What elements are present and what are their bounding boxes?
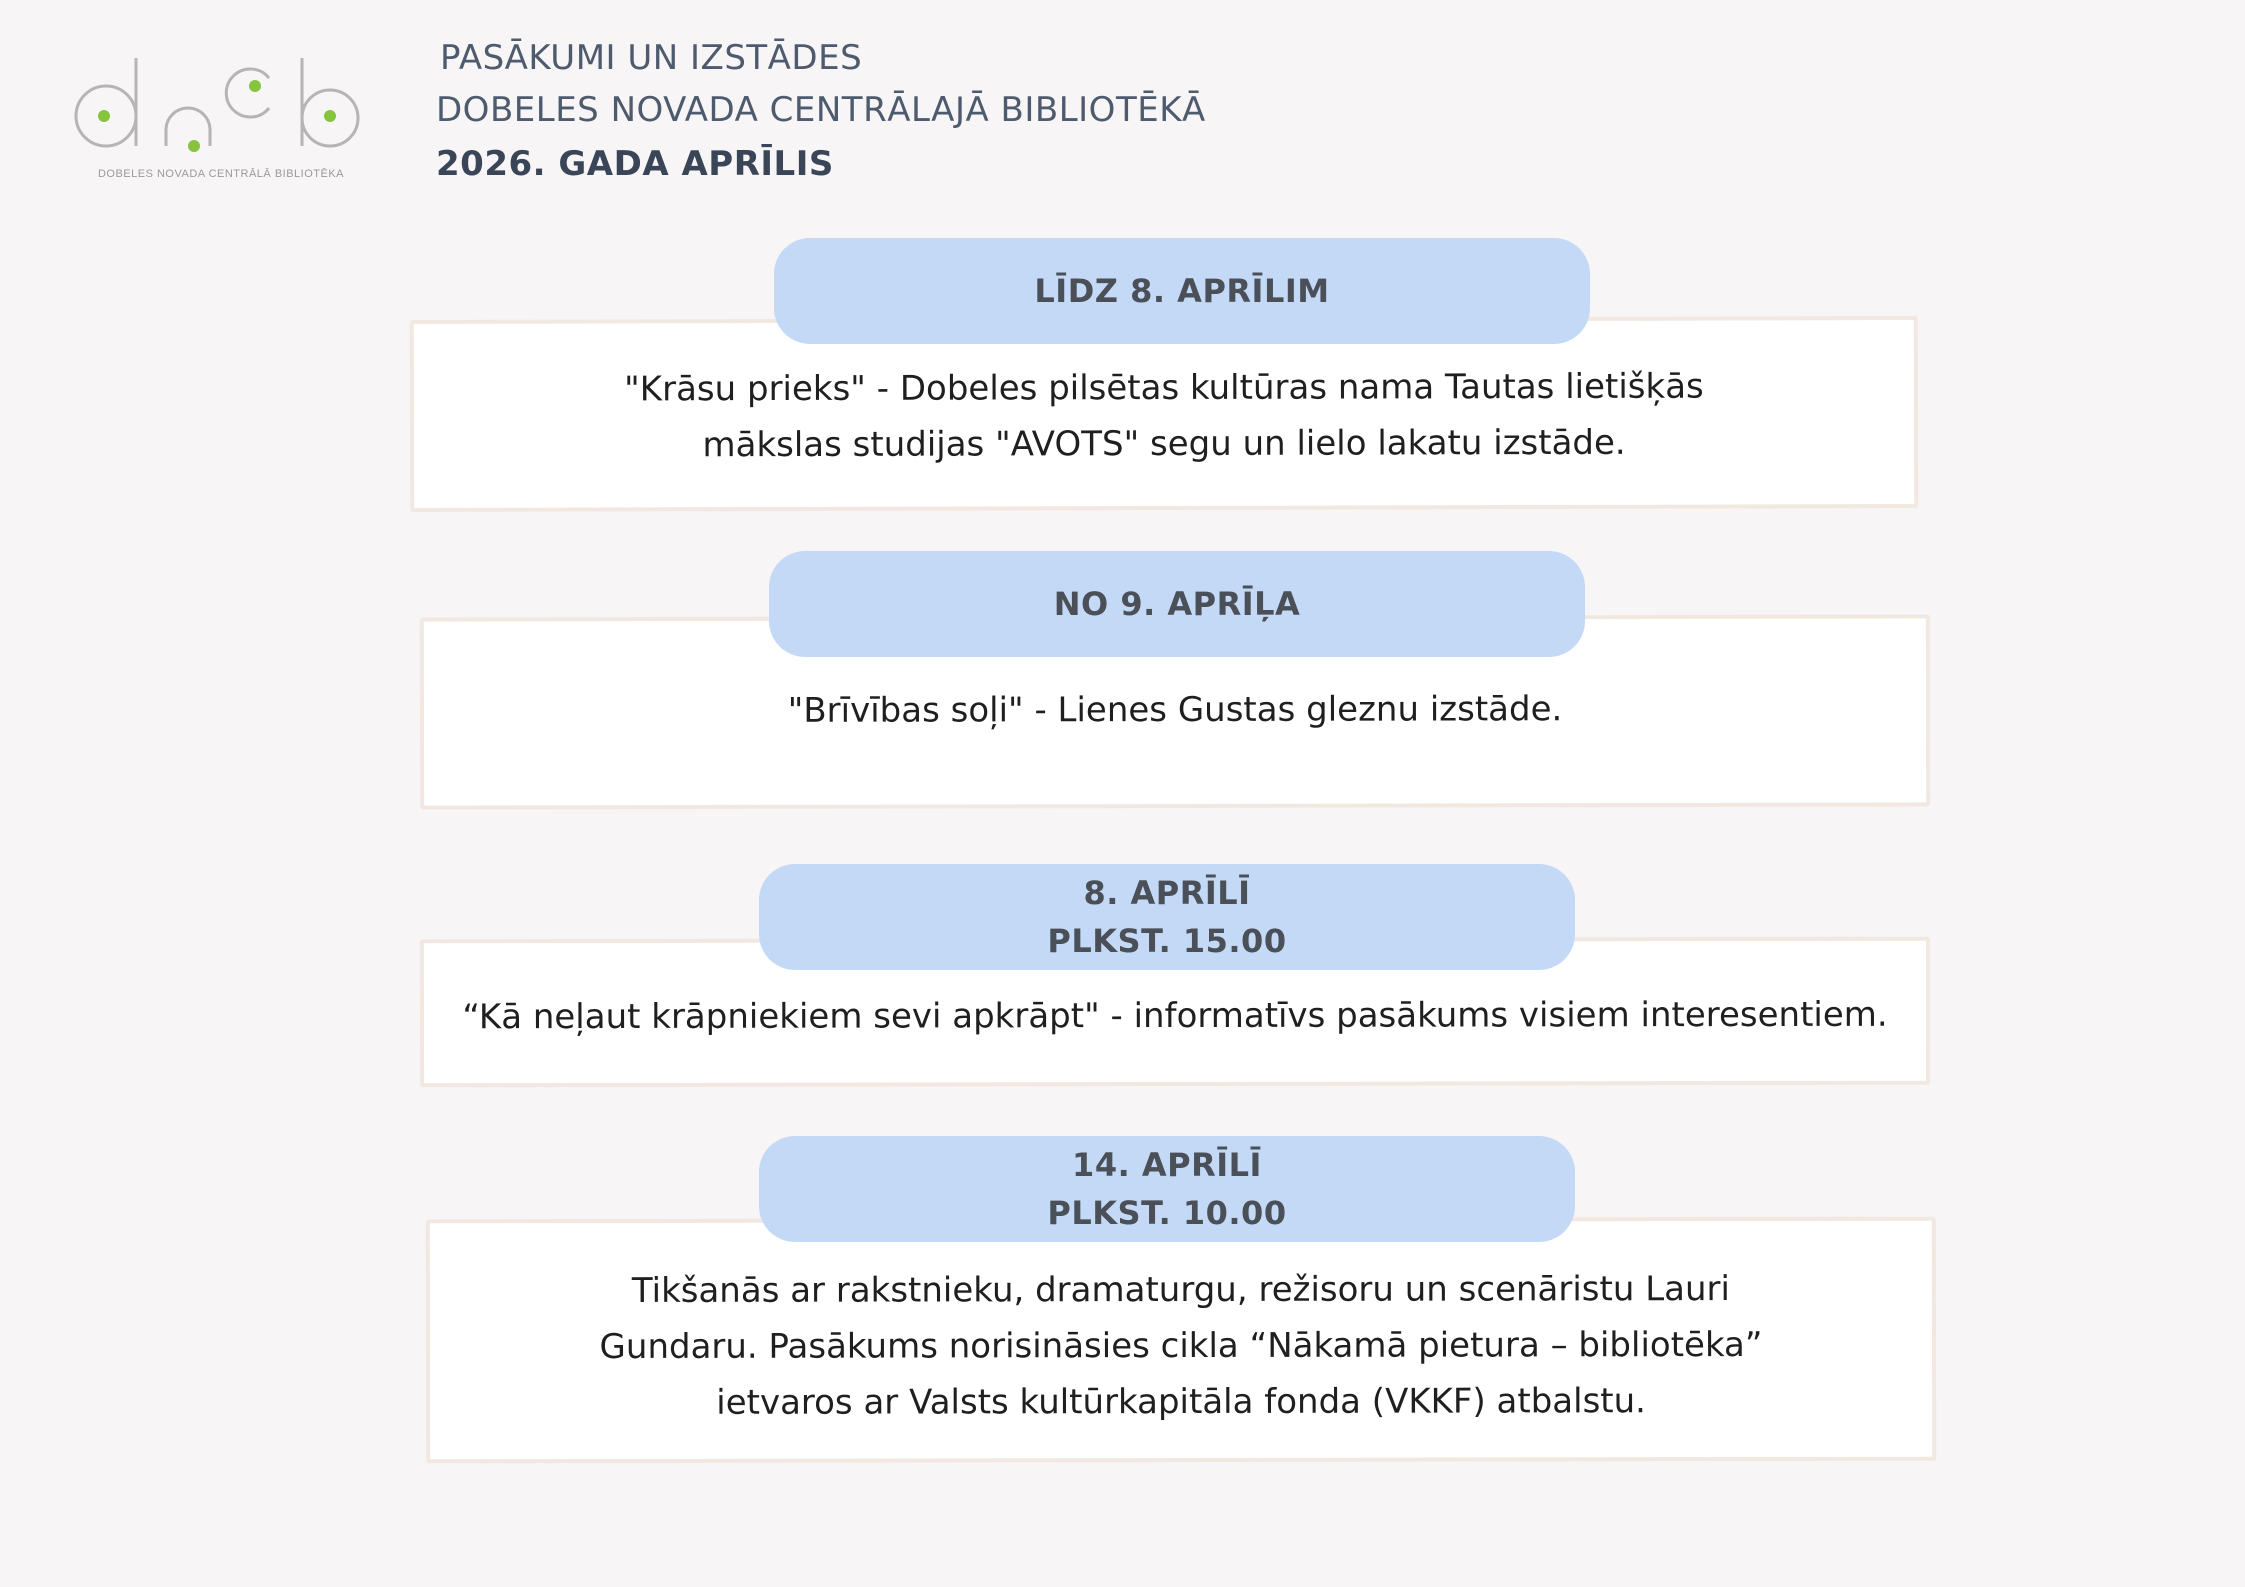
event-date: NO 9. APRĪĻA <box>1053 585 1301 623</box>
header-line-1: PASĀKUMI UN IZSTĀDES <box>440 38 863 78</box>
event-date: 14. APRĪLĪ <box>1072 1146 1262 1184</box>
event-text-line: ietvaros ar Valsts kultūrkapitāla fonda (VKKF) atbalstu. <box>716 1381 1647 1423</box>
event-date-badge <box>774 238 1590 344</box>
event-description <box>424 680 1926 739</box>
event-text-line: “Kā neļaut krāpniekiem sevi apkrāpt" - informatīvs pasākums visiem interesentiem. <box>462 994 1888 1038</box>
event-time: PLKST. 15.00 <box>1047 922 1287 960</box>
event-text-line: Gundaru. Pasākums norisināsies cikla “Nākamā pietura – bibliotēka” <box>599 1324 1763 1368</box>
page-header <box>436 32 1206 190</box>
header-line-2: DOBELES NOVADA CENTRĀLAJĀ BIBLIOTĒKĀ <box>436 90 1206 130</box>
logo-mark-icon <box>66 50 376 165</box>
event-text-line: Tikšanās ar rakstnieku, dramaturgu, režisoru un scenāristu Lauri <box>631 1269 1730 1311</box>
event-text-line: "Krāsu prieks" - Dobeles pilsētas kultūras nama Tautas lietišķās <box>624 366 1704 410</box>
event-date-badge <box>759 1136 1575 1242</box>
event-card <box>426 1217 1936 1464</box>
event-text-line: mākslas studijas "AVOTS" segu un lielo lakatu izstāde. <box>702 422 1626 466</box>
event-description <box>424 987 1926 1046</box>
logo-caption: DOBELES NOVADA CENTRĀLĀ BIBLIOTĒKA <box>97 168 345 180</box>
event-description <box>430 1261 1932 1432</box>
event-date: LĪDZ 8. APRĪLIM <box>1034 272 1330 310</box>
event-date: 8. APRĪLĪ <box>1083 874 1251 912</box>
event-date-badge <box>759 864 1575 970</box>
event-text-line: "Brīvības soļi" - Lienes Gustas gleznu izstāde. <box>787 689 1563 731</box>
event-time: PLKST. 10.00 <box>1047 1194 1287 1232</box>
event-card <box>410 316 1918 512</box>
event-description <box>414 358 1914 474</box>
library-logo <box>66 50 376 190</box>
event-date-badge <box>769 551 1585 657</box>
header-month-title: 2026. GADA APRĪLIS <box>436 144 834 184</box>
